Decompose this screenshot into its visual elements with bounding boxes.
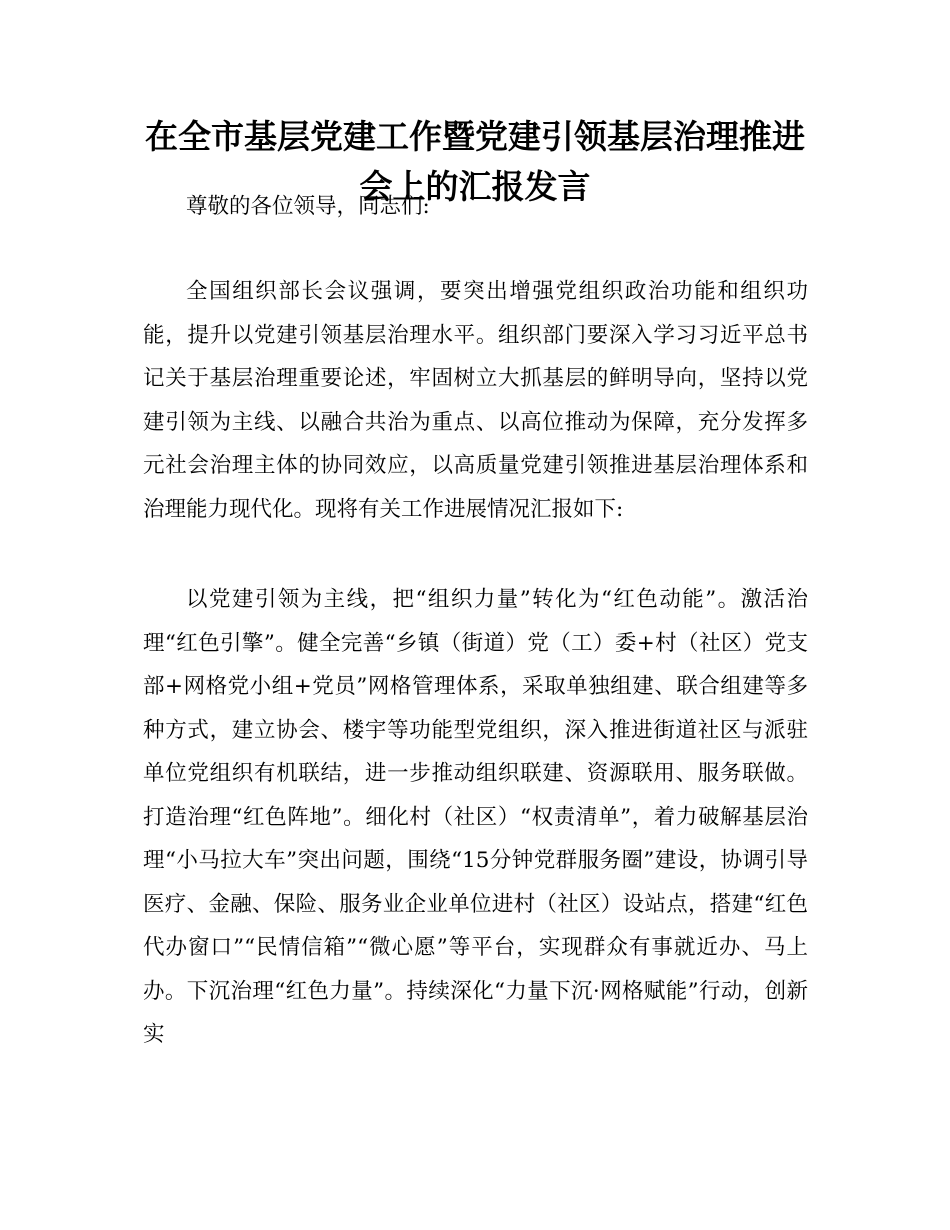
paragraph-party-building: 以党建引领为主线，把“组织力量”转化为“红色动能”。激活治理“红色引擎”。健全完善“乡镇（街道）党（工）委+村（社区）党支部+网格党小组+党员”网格管理体系，采取单独组建、联合组建等多种方式，建立协会、楼宇等功能型党组织，深入推进街道社区与派驻单位党组织有机联结，进一步推动组织联建、资源联用、服务联做。打造治理“红色阵地”。细化村（社区）“权责清单”，着力破解基层治理“小马拉大车”突出问题，围绕“15分钟党群服务圈”建设，协调引导医疗、金融、保险、服务业企业单位进村（社区）设站点，搭建“红色代办窗口”“民情信箱”“微心愿”等平台，实现群众有事就近办、马上办。下沉治理“红色力量”。持续深化“力量下沉·网格赋能”行动，创新实: [143, 587, 808, 1047]
greeting: 尊敬的各位领导，同志们:: [186, 194, 430, 219]
document-title-line-2: 会上的汇报发言: [359, 167, 591, 206]
document-title-line-1: 在全市基层党建工作暨党建引领基层治理推进: [145, 117, 805, 156]
paragraph-intro: 全国组织部长会议强调，要突出增强党组织政治功能和组织功能，提升以党建引领基层治理水平。组织部门要深入学习习近平总书记关于基层治理重要论述，牢固树立大抓基层的鲜明导向，坚持以党建引领为主线、以融合共治为重点、以高位推动为保障，充分发挥多元社会治理主体的协同效应，以高质量党建引领推进基层治理体系和治理能力现代化。现将有关工作进展情况汇报如下:: [143, 279, 808, 522]
